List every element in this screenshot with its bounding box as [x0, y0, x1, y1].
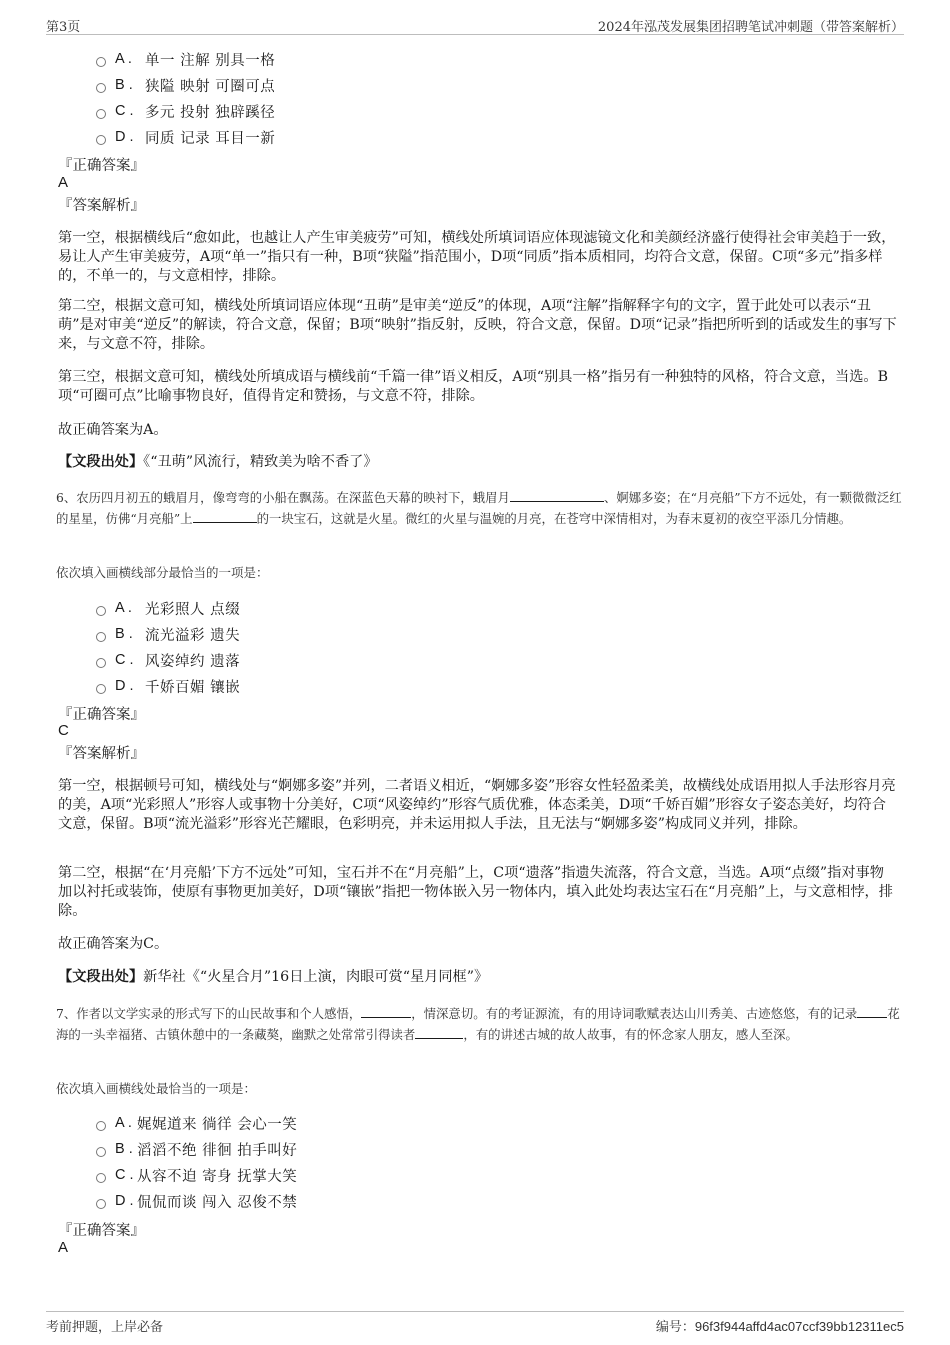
q7-correct-label: 『正确答案』	[58, 1223, 145, 1239]
blank-1	[361, 1005, 411, 1018]
q6-conclusion: 故正确答案为C。	[58, 936, 169, 952]
q5-option-d[interactable]: D . 同质 记录 耳目一新	[96, 124, 275, 150]
q5-conclusion: 故正确答案为A。	[58, 422, 168, 438]
radio-icon[interactable]	[96, 83, 106, 93]
q7-answer: A	[58, 1239, 69, 1256]
radio-icon[interactable]	[96, 1173, 106, 1183]
q6-option-c[interactable]: C . 风姿绰约 遗落	[96, 647, 240, 673]
q6-correct-label: 『正确答案』	[58, 707, 145, 723]
q6-source: 【文段出处】新华社《“火星合月”16日上演，肉眼可赏“星月同框”》	[58, 969, 489, 985]
page-number: 第3页	[46, 20, 81, 35]
q5-correct-label: 『正确答案』	[58, 158, 145, 174]
q6-option-d[interactable]: D . 千娇百媚 镶嵌	[96, 673, 240, 699]
blank-1	[510, 489, 604, 502]
blank-2	[193, 510, 257, 523]
q7-option-b[interactable]: B . 滔滔不绝 徘徊 拍手叫好	[96, 1136, 297, 1162]
q7-option-d[interactable]: D . 侃侃而谈 闯入 忍俊不禁	[96, 1188, 297, 1214]
q6-options	[96, 595, 240, 699]
radio-icon[interactable]	[96, 632, 106, 642]
q6-option-a[interactable]: A . 光彩照人 点缀	[96, 595, 240, 621]
q6-option-b[interactable]: B . 流光溢彩 遗失	[96, 621, 240, 647]
q6-prompt: 依次填入画横线部分最恰当的一项是：	[56, 565, 269, 580]
q6-answer: C	[58, 722, 69, 739]
q6-analysis-label: 『答案解析』	[58, 746, 145, 762]
radio-icon[interactable]	[96, 109, 106, 119]
radio-icon[interactable]	[96, 57, 106, 67]
document-code: 编号：96f3f944affd4ac07ccf39bb12311ec5	[655, 1319, 904, 1334]
radio-icon[interactable]	[96, 1199, 106, 1209]
page-header	[46, 14, 904, 35]
q5-analysis-label: 『答案解析』	[58, 198, 145, 214]
q5-option-c[interactable]: C . 多元 投射 独辟蹊径	[96, 98, 275, 124]
q5-option-a[interactable]: A . 单一 注解 别具一格	[96, 46, 275, 72]
radio-icon[interactable]	[96, 658, 106, 668]
page-footer	[46, 1311, 904, 1334]
q5-source: 【文段出处】《“丑萌”风流行，精致美为啥不香了》	[58, 454, 378, 470]
q5-analysis-para-1: 第一空，根据横线后“愈如此，也越让人产生审美疲劳”可知，横线处所填词语应体现滤镜文化和美颜经济盛行使得社会审美趋于一致，易让人产生审美疲劳，A项“单一”指只有一种，B项“狭隘”指范围小，D项“同质”指本质相同，均符合文意，保留。C项“多元”指多样的，不单一的，与文意相悖，排除。	[58, 230, 896, 284]
q7-option-a[interactable]: A . 娓娓道来 徜徉 会心一笑	[96, 1110, 297, 1136]
q5-analysis-para-3: 第三空，根据文意可知，横线处所填成语与横线前“千篇一律”语义相反，A项“别具一格”指另有一种独特的风格，符合文意，当选。B项“可圈可点”比喻事物良好，值得肯定和赞扬，与文意不符，排除。	[58, 369, 889, 404]
q5-analysis-para-2: 第二空，根据文意可知，横线处所填词语应体现“丑萌”是审美“逆反”的体现，A项“注解”指解释字句的文字，置于此处可以表示“丑萌”是对审美“逆反”的解读，符合文意，保留；B项“映射”指反射，反映，符合文意，保留。D项“记录”指把所听到的话或发生的事写下来，与文意不符，排除。	[58, 298, 897, 352]
document-title: 2024年泓茂发展集团招聘笔试冲刺题（带答案解析）	[597, 20, 904, 35]
q7-options	[96, 1110, 297, 1214]
q6-analysis-para-1: 第一空，根据顿号可知，横线处与“婀娜多姿”并列，二者语义相近，“婀娜多姿”形容女性轻盈柔美，故横线处成语用拟人手法形容月亮的美，A项“光彩照人”形容人或事物十分美好，C项“风姿绰约”形容气质优雅，体态柔美，D项“千娇百媚”形容女子姿态美好，均符合文意，保留。B项“流光溢彩”形容光芒耀眼，色彩明亮，并未运用拟人手法，且无法与“婀娜多姿”构成同义并列，排除。	[58, 778, 896, 832]
q7-prompt: 依次填入画横线处最恰当的一项是：	[56, 1081, 257, 1096]
q7-option-c[interactable]: C . 从容不迫 寄身 抚掌大笑	[96, 1162, 297, 1188]
q5-option-b[interactable]: B . 狭隘 映射 可圈可点	[96, 72, 275, 98]
blank-2	[857, 1005, 887, 1018]
q5-options	[96, 46, 275, 150]
q6-question: 6、农历四月初五的蛾眉月，像弯弯的小船在飘荡。在深蓝色天幕的映衬下，蛾眉月 、婀娜多姿；在“月亮船”下方不远处，有一颗微微泛红的星星，仿佛“月亮船”上 的一块宝石，这就是火星。微红的火星与温婉的月亮，在苍穹中深情相对，为春末夏初的夜空平添几分情趣。	[56, 490, 902, 526]
radio-icon[interactable]	[96, 1121, 106, 1131]
radio-icon[interactable]	[96, 606, 106, 616]
footer-slogan: 考前押题，上岸必备	[46, 1320, 164, 1335]
radio-icon[interactable]	[96, 135, 106, 145]
radio-icon[interactable]	[96, 684, 106, 694]
q5-answer: A	[58, 174, 69, 191]
q7-question: 7、作者以文学实录的形式写下的山民故事和个人感悟， ，情深意切。有的考证源流，有的用诗词歌赋表达山川秀美、古迹悠悠，有的记录 花海的一头幸福猪、古镇休憩中的一条藏獒，幽默之处常常引得读者 ，有的讲述古城的故人故事，有的怀念家人朋友，感人至深。	[56, 1006, 900, 1042]
blank-3	[415, 1026, 463, 1039]
radio-icon[interactable]	[96, 1147, 106, 1157]
q6-analysis-para-2: 第二空，根据“在‘月亮船’下方不远处”可知，宝石并不在“月亮船”上，C项“遗落”指遗失流落，符合文意，当选。A项“点缀”指对事物加以衬托或装饰，使原有事物更加美好，D项“镶嵌”指把一物体嵌入另一物体内，填入此处均表达宝石在“月亮船”上，与文意相悖，排除。	[58, 865, 893, 919]
